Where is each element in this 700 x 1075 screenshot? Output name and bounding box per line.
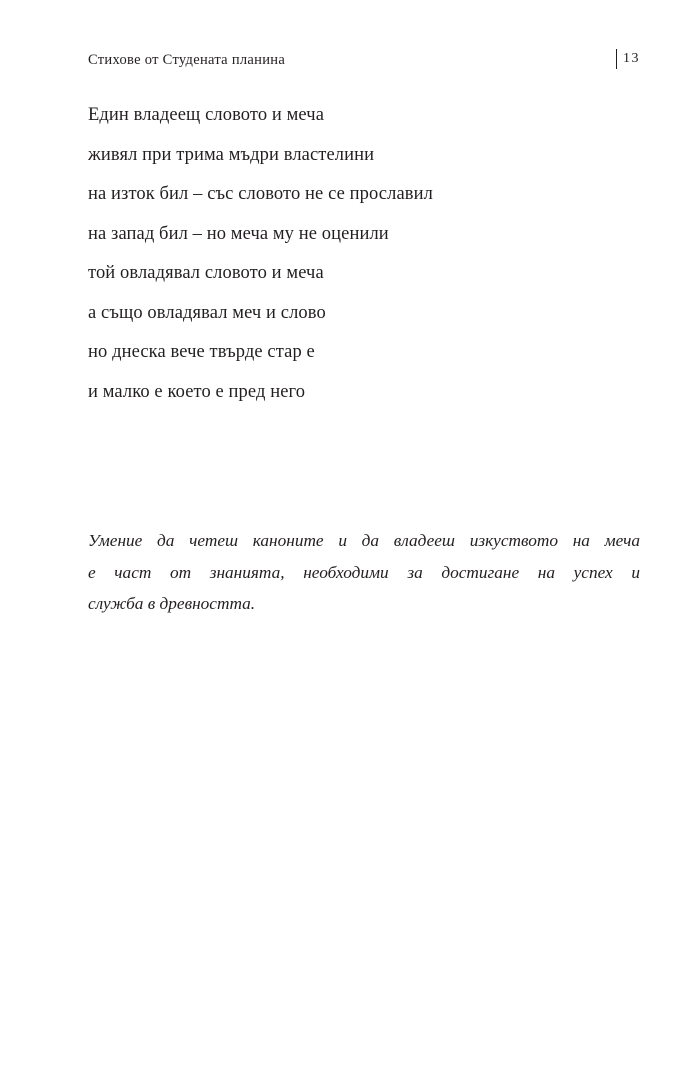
page-number-block bbox=[616, 47, 640, 71]
running-title: Стихове от Студената планина bbox=[88, 52, 286, 68]
poem-line: на изток бил – със словото не се прославил bbox=[88, 184, 433, 204]
running-head bbox=[88, 50, 640, 70]
commentary-line: е част от знанията, необходими за достигане на успех и bbox=[88, 562, 640, 582]
commentary-line: Умение да четеш каноните и да владееш изкуството на меча bbox=[88, 531, 640, 550]
poem-line: и малко е което е пред него bbox=[88, 381, 306, 402]
poem-line: живял при трима мъдри властелини bbox=[88, 144, 375, 165]
page-number-rule bbox=[616, 49, 617, 69]
poem-line: но днеска вече твърде стар е bbox=[88, 342, 315, 362]
poem-line: а също овладявал меч и слово bbox=[88, 302, 326, 323]
commentary bbox=[88, 525, 640, 620]
poem bbox=[88, 96, 648, 412]
commentary-line: служба в древността. bbox=[88, 594, 256, 613]
poem-line: на запад бил – но меча му не оценили bbox=[88, 223, 389, 244]
poem-line: той овладявал словото и меча bbox=[88, 263, 324, 283]
page-number: 13 bbox=[623, 51, 640, 66]
poem-line: Един владеещ словото и меча bbox=[88, 105, 325, 125]
